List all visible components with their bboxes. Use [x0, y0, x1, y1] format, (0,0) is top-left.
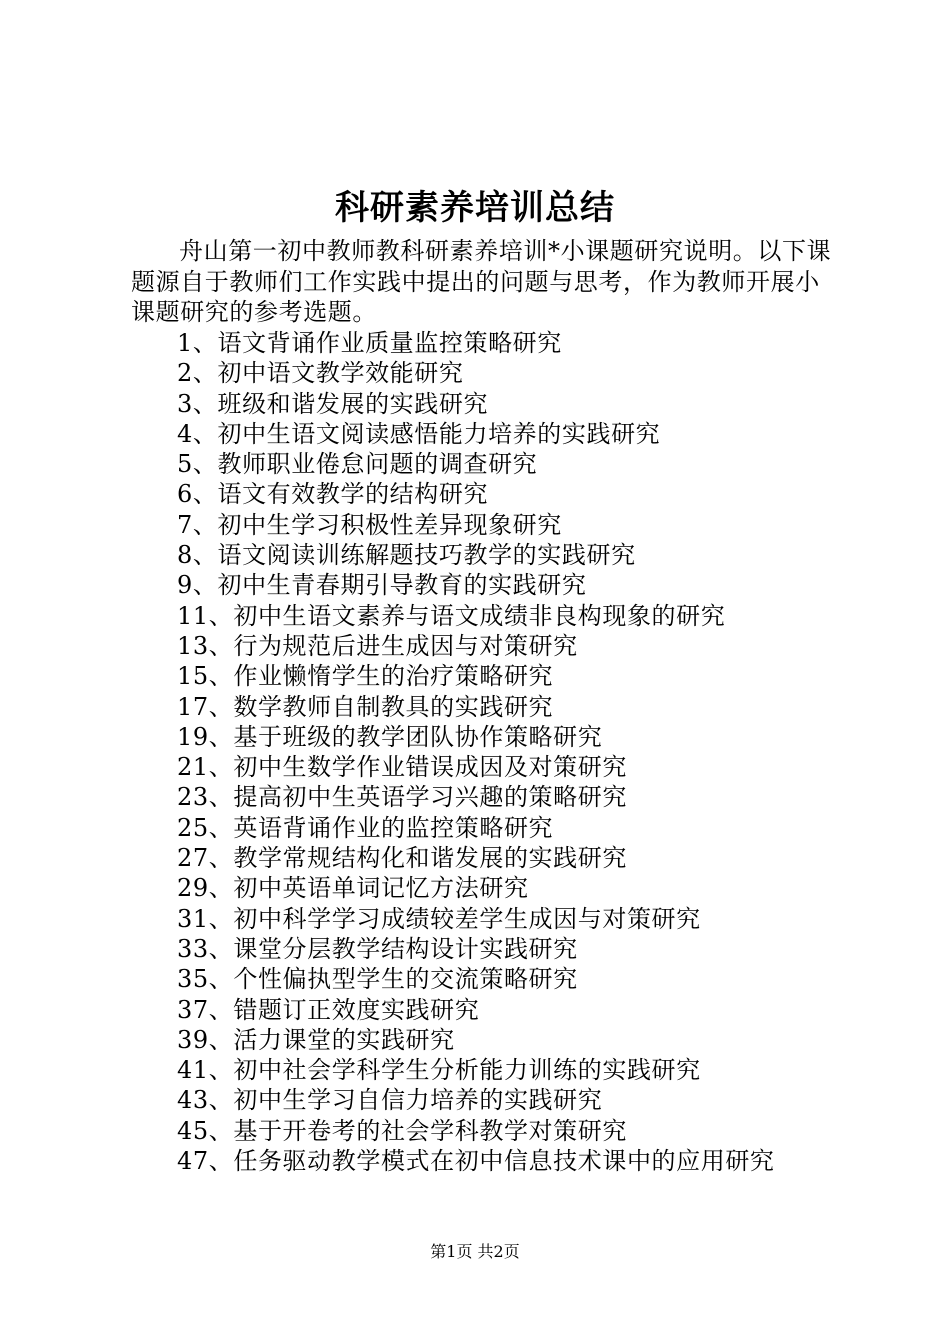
list-item: 5、教师职业倦怠问题的调查研究 [177, 450, 538, 479]
list-item: 47、任务驱动教学模式在初中信息技术课中的应用研究 [177, 1147, 775, 1176]
list-item: 41、初中社会学科学生分析能力训练的实践研究 [177, 1056, 701, 1085]
list-item: 1、语文背诵作业质量监控策略研究 [177, 329, 562, 357]
list-item: 2、初中语文教学效能研究 [177, 359, 464, 388]
page-footer: 第1页 共2页 [430, 1242, 520, 1261]
list-item: 19、基于班级的教学团队协作策略研究 [177, 722, 603, 751]
list-item: 11、初中生语文素养与语文成绩非良构现象的研究 [177, 601, 726, 630]
list-item: 29、初中英语单词记忆方法研究 [177, 874, 529, 903]
list-item: 6、语文有效教学的结构研究 [177, 480, 489, 509]
list-item: 45、基于开卷考的社会学科教学对策研究 [177, 1116, 627, 1145]
list-item: 7、初中生学习积极性差异现象研究 [177, 510, 562, 539]
list-item: 35、个性偏执型学生的交流策略研究 [177, 965, 578, 994]
document-title: 科研素养培训总结 [335, 188, 615, 228]
list-item: 8、语文阅读训练解题技巧教学的实践研究 [177, 541, 636, 570]
list-item: 3、班级和谐发展的实践研究 [177, 389, 489, 418]
list-item: 23、提高初中生英语学习兴趣的策略研究 [177, 783, 627, 812]
list-item: 43、初中生学习自信力培养的实践研究 [177, 1086, 603, 1115]
list-item: 33、课堂分层教学结构设计实践研究 [177, 934, 578, 963]
list-item: 17、数学教师自制教具的实践研究 [177, 692, 554, 721]
topic-list [177, 328, 775, 1176]
list-item: 15、作业懒惰学生的治疗策略研究 [177, 662, 554, 691]
list-item: 13、行为规范后进生成因与对策研究 [177, 631, 578, 660]
list-item: 21、初中生数学作业错误成因及对策研究 [177, 753, 627, 782]
list-item: 9、初中生青春期引导教育的实践研究 [177, 571, 587, 600]
list-item: 25、英语背诵作业的监控策略研究 [177, 813, 554, 842]
list-item: 39、活力课堂的实践研究 [177, 1025, 455, 1054]
intro-paragraph: 舟山第一初中教师教科研素养培训*小课题研究说明。以下课题源自于教师们工作实践中提出的问题与思考，作为教师开展小课题研究的参考选题。 [131, 237, 832, 326]
list-item: 27、教学常规结构化和谐发展的实践研究 [177, 844, 627, 873]
list-item: 31、初中科学学习成绩较差学生成因与对策研究 [177, 904, 701, 933]
list-item: 4、初中生语文阅读感悟能力培养的实践研究 [177, 419, 661, 448]
list-item: 37、错题订正效度实践研究 [177, 995, 480, 1024]
